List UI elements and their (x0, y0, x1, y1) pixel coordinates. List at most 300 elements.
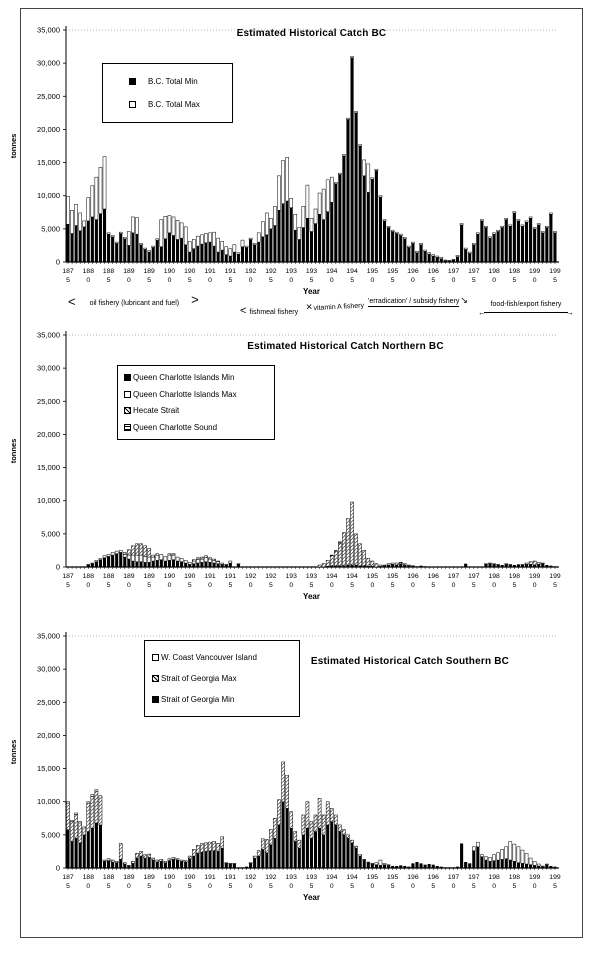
x-tick-label: 5 (553, 277, 557, 284)
x-tick-label: 5 (471, 582, 476, 589)
bar-segment (521, 565, 524, 567)
bar-segment (537, 864, 540, 866)
x-tick-label: 190 (163, 874, 176, 881)
bar-segment (375, 169, 378, 170)
bar-segment (529, 562, 532, 565)
bar-segment (379, 860, 382, 865)
bar-segment (363, 860, 366, 868)
bar-segment (95, 220, 98, 262)
bar-segment (196, 246, 199, 262)
bar-segment (123, 557, 126, 567)
x-tick-label: 189 (143, 573, 155, 580)
bar-segment (196, 558, 199, 560)
bar-segment (261, 237, 264, 262)
x-tick-label: 0 (411, 277, 415, 284)
bar-segment (156, 240, 159, 262)
bar-segment (233, 252, 236, 262)
x-tick-label: 0 (127, 883, 131, 890)
bar-segment (359, 855, 362, 856)
bar-segment (488, 238, 491, 262)
bar-segment (318, 193, 321, 214)
bar-segment (135, 544, 138, 555)
bar-segment (480, 857, 483, 868)
x-tick-label: 198 (488, 268, 500, 275)
bar-segment (464, 249, 467, 262)
bar-segment (549, 214, 552, 262)
bar-segment (168, 560, 171, 567)
x-tick-label: 5 (106, 582, 111, 589)
bar-segment (363, 176, 366, 262)
x-tick-label: 191 (204, 268, 216, 275)
bar-segment (229, 249, 232, 256)
hlines-swatch-icon (124, 424, 131, 431)
bar-segment (87, 832, 90, 868)
bar-segment (415, 251, 418, 252)
bar-segment (286, 808, 289, 868)
bar-segment (476, 233, 479, 234)
bar-segment (444, 260, 447, 261)
bar-segment (131, 555, 134, 561)
x-axis-title: Year (303, 287, 320, 296)
x-tick-label: 5 (187, 883, 192, 890)
bar-segment (456, 257, 459, 262)
bar-segment (493, 861, 496, 868)
bar-segment (196, 563, 199, 567)
bar-segment (310, 232, 313, 262)
bar-segment (525, 864, 528, 868)
bar-segment (355, 848, 358, 868)
bar-segment (359, 146, 362, 262)
bar-segment (513, 212, 516, 213)
bar-segment (351, 565, 354, 567)
x-tick-label: 0 (451, 277, 456, 284)
bar-segment (476, 847, 479, 868)
bar-segment (139, 851, 142, 856)
bar-segment (168, 861, 171, 868)
bar-segment (322, 220, 325, 262)
bar-segment (541, 233, 544, 262)
x-tick-label: 5 (147, 582, 152, 589)
bar-segment (391, 564, 394, 567)
bar-segment (509, 225, 512, 226)
legend-box (117, 365, 275, 440)
x-tick-label: 187 (62, 573, 74, 580)
bar-segment (79, 823, 82, 843)
bar-segment (468, 863, 471, 868)
bar-segment (346, 838, 349, 868)
bar-segment (497, 860, 500, 868)
bar-segment (282, 161, 285, 204)
bar-segment (399, 865, 402, 868)
bar-segment (277, 176, 280, 210)
y-tick-label: 10,000 (37, 797, 60, 807)
bar-segment (379, 197, 382, 262)
bar-segment (172, 554, 175, 555)
bar-segment (127, 866, 130, 868)
bar-segment (440, 259, 443, 262)
bar-segment (91, 564, 94, 567)
bar-segment (318, 798, 321, 828)
bar-segment (229, 863, 232, 864)
bar-segment (533, 228, 536, 229)
bar-segment (261, 849, 264, 868)
x-tick-label: 189 (143, 874, 155, 881)
x-tick-label: 187 (62, 874, 74, 881)
annotation-label: food-fish/export fishery (490, 301, 562, 308)
bar-segment (217, 561, 220, 562)
y-tick-label: 10,000 (37, 191, 60, 201)
bar-segment (204, 851, 207, 868)
bar-segment (497, 565, 500, 567)
bar-segment (225, 564, 228, 565)
x-tick-label: 5 (66, 883, 70, 890)
bar-segment (371, 178, 374, 179)
bar-segment (330, 556, 333, 566)
x-tick-label: 190 (184, 573, 196, 580)
bar-segment (91, 563, 94, 564)
bar-segment (517, 564, 520, 567)
x-tick-label: 0 (411, 883, 415, 890)
bar-segment (403, 237, 406, 238)
bar-segment (424, 250, 427, 251)
x-tick-label: 5 (147, 883, 152, 890)
bar-segment (261, 222, 264, 237)
legend-entry (124, 390, 274, 399)
bar-segment (346, 119, 349, 262)
bar-segment (326, 825, 329, 868)
x-tick-label: 195 (366, 268, 379, 275)
bar-segment (71, 820, 74, 821)
bar-segment (342, 156, 345, 262)
bar-segment (322, 564, 325, 567)
x-tick-label: 5 (512, 582, 517, 589)
bar-segment (371, 863, 374, 864)
bar-segment (334, 550, 337, 551)
bar-segment (83, 221, 86, 227)
solid-swatch-icon (129, 78, 136, 85)
bar-segment (119, 550, 122, 552)
bar-segment (164, 239, 167, 262)
bar-segment (351, 57, 354, 58)
bar-segment (253, 245, 256, 262)
bar-segment (407, 565, 410, 566)
x-tick-label: 194 (346, 268, 358, 275)
x-tick-label: 5 (269, 883, 273, 890)
bar-segment (355, 113, 358, 262)
x-tick-label: 191 (204, 874, 216, 881)
x-tick-label: 0 (411, 582, 415, 589)
bar-segment (144, 858, 147, 868)
bar-segment (525, 563, 528, 564)
bar-segment (497, 232, 500, 262)
x-tick-label: 5 (350, 582, 354, 589)
x-tick-label: 0 (127, 582, 131, 589)
bar-segment (403, 866, 406, 868)
bar-segment (208, 842, 211, 851)
x-tick-label: 190 (163, 268, 176, 275)
bar-segment (505, 564, 508, 567)
bar-segment (277, 825, 280, 868)
bar-segment (411, 242, 414, 243)
x-tick-label: 193 (305, 268, 318, 275)
bar-segment (79, 231, 82, 262)
bar-segment (415, 253, 418, 262)
bar-segment (363, 160, 366, 176)
x-tick-label: 0 (208, 277, 212, 284)
bar-segment (91, 794, 94, 796)
bar-segment (172, 560, 175, 567)
bar-segment (144, 249, 147, 262)
bar-segment (399, 562, 402, 563)
x-tick-label: 5 (431, 582, 436, 589)
bar-segment (537, 562, 540, 564)
x-tick-label: 5 (309, 277, 314, 284)
bar-segment (87, 221, 90, 262)
x-tick-label: 5 (350, 883, 354, 890)
x-tick-label: 197 (447, 268, 460, 275)
bar-segment (91, 828, 94, 868)
x-tick-label: 5 (187, 582, 192, 589)
bar-segment (363, 550, 366, 565)
x-tick-label: 5 (390, 883, 395, 890)
x-tick-label: 0 (451, 883, 456, 890)
bar-segment (172, 555, 175, 560)
bar-segment (196, 560, 199, 563)
bar-segment (484, 564, 487, 565)
double-arrow-icon: ← → (478, 308, 574, 317)
bar-segment (269, 218, 272, 229)
bar-segment (148, 857, 151, 868)
bar-segment (484, 860, 487, 868)
bar-segment (135, 218, 138, 235)
bar-segment (273, 818, 276, 838)
bar-segment (509, 841, 512, 860)
bar-segment (334, 815, 337, 825)
x-tick-label: 5 (66, 277, 70, 284)
bar-segment (75, 813, 78, 814)
x-tick-label: 199 (529, 573, 541, 580)
bar-segment (509, 565, 512, 567)
bar-segment (200, 852, 203, 868)
bar-segment (164, 863, 167, 868)
chart-bc-total (0, 20, 600, 342)
bar-segment (152, 860, 155, 868)
bar-segment (253, 858, 256, 868)
bar-segment (204, 243, 207, 262)
bar-segment (452, 867, 455, 868)
y-tick-label: 35,000 (37, 25, 60, 35)
bar-segment (91, 186, 94, 217)
left-angle-arrow-icon: < (68, 294, 76, 309)
x-tick-label: 196 (407, 268, 419, 275)
x-tick-label: 197 (468, 874, 480, 881)
x-tick-label: 5 (269, 277, 273, 284)
legend-box (144, 640, 300, 717)
bar-segment (460, 225, 463, 262)
x-tick-label: 5 (106, 277, 111, 284)
bar-segment (330, 202, 333, 262)
bar-segment (294, 841, 297, 868)
open-swatch-icon (152, 654, 159, 661)
bar-segment (375, 564, 378, 567)
x-tick-label: 0 (167, 883, 172, 890)
bar-segment (302, 206, 305, 227)
bar-segment (334, 825, 337, 868)
bar-segment (71, 841, 74, 868)
bar-segment (432, 256, 435, 262)
bar-segment (310, 838, 313, 868)
x-tick-label: 187 (62, 268, 74, 275)
bar-segment (306, 828, 309, 868)
legend-entry (129, 77, 232, 86)
bar-segment (472, 245, 475, 262)
legend-label: B.C. Total Max (148, 99, 200, 109)
bar-segment (529, 218, 532, 262)
bar-segment (351, 840, 354, 843)
bar-segment (229, 561, 232, 563)
bar-segment (282, 802, 285, 868)
bar-segment (249, 863, 252, 864)
bar-segment (87, 565, 90, 567)
x-tick-label: 192 (244, 573, 257, 580)
x-tick-label: 5 (553, 582, 557, 589)
bar-segment (484, 857, 487, 860)
y-tick-label: 35,000 (37, 330, 60, 340)
bar-segment (419, 566, 422, 567)
bar-segment (529, 858, 532, 865)
x-tick-label: 191 (204, 573, 216, 580)
bar-segment (127, 865, 130, 866)
y-tick-label: 30,000 (37, 58, 60, 68)
bar-segment (164, 556, 167, 561)
x-tick-label: 5 (269, 582, 273, 589)
bar-segment (383, 221, 386, 262)
bar-segment (537, 224, 540, 225)
bar-segment (411, 566, 414, 567)
bar-segment (148, 557, 151, 562)
x-tick-label: 188 (82, 573, 94, 580)
x-tick-label: 0 (167, 277, 172, 284)
bar-segment (436, 256, 439, 257)
bar-segment (241, 247, 244, 262)
bar-segment (326, 802, 329, 825)
bar-segment (549, 566, 552, 567)
bar-segment (501, 849, 504, 859)
x-tick-label: 5 (228, 582, 233, 589)
bar-segment (541, 232, 544, 233)
y-tick-label: 5,000 (41, 529, 60, 539)
bar-segment (342, 835, 345, 868)
bar-segment (415, 566, 418, 567)
bar-segment (545, 228, 548, 262)
bar-segment (334, 182, 337, 183)
bar-segment (509, 226, 512, 262)
bar-segment (87, 564, 90, 565)
bar-segment (533, 561, 536, 565)
bar-segment (160, 861, 163, 868)
bar-segment (359, 544, 362, 566)
x-tick-label: 190 (163, 573, 176, 580)
bar-segment (395, 234, 398, 263)
bar-segment (448, 260, 451, 261)
bar-segment (87, 198, 90, 221)
bar-segment (424, 251, 427, 262)
bar-segment (127, 550, 130, 555)
bar-segment (107, 861, 110, 868)
x-tick-label: 5 (512, 883, 517, 890)
bar-segment (294, 832, 297, 842)
bar-segment (107, 859, 110, 861)
bar-segment (83, 827, 86, 835)
bar-segment (298, 228, 301, 240)
y-tick-label: 5,000 (41, 830, 60, 840)
x-tick-label: 5 (390, 277, 395, 284)
bar-segment (217, 851, 220, 868)
bar-segment (192, 561, 195, 564)
bar-segment (225, 863, 228, 864)
x-tick-label: 194 (326, 874, 338, 881)
bar-segment (204, 562, 207, 567)
x-tick-label: 189 (123, 573, 135, 580)
bar-segment (115, 554, 118, 567)
bar-segment (99, 558, 102, 559)
bar-segment (517, 221, 520, 262)
x-tick-label: 0 (86, 277, 91, 284)
bar-segment (245, 247, 248, 262)
bar-segment (225, 863, 228, 868)
bar-segment (330, 555, 333, 556)
bar-segment (399, 235, 402, 262)
bar-segment (237, 564, 240, 565)
bar-segment (480, 221, 483, 262)
y-tick-label: 30,000 (37, 363, 60, 373)
bar-segment (213, 563, 216, 567)
bar-segment (213, 232, 216, 246)
x-tick-label: 196 (407, 573, 419, 580)
bar-segment (513, 213, 516, 262)
bar-segment (131, 861, 134, 863)
bar-segment (123, 552, 126, 554)
bar-segment (533, 861, 536, 865)
x-tick-label: 5 (187, 277, 192, 284)
bar-segment (424, 865, 427, 868)
solid-swatch-icon (152, 696, 159, 703)
x-tick-label: 190 (184, 268, 196, 275)
bar-segment (79, 213, 82, 231)
bar-segment (148, 252, 151, 262)
bar-segment (545, 865, 548, 868)
bar-segment (164, 861, 167, 862)
x-tick-label: 188 (102, 573, 115, 580)
y-axis-title: tonnes (9, 438, 18, 464)
annotation-fishmeal-fishery (240, 305, 299, 317)
x-tick-label: 0 (370, 277, 375, 284)
legend-entry (152, 674, 299, 683)
bar-segment (123, 237, 126, 238)
bar-segment (472, 851, 475, 868)
bar-segment (533, 229, 536, 262)
bar-segment (139, 856, 142, 868)
bar-segment (172, 217, 175, 236)
bar-segment (383, 863, 386, 864)
bar-segment (192, 849, 195, 856)
bar-segment (184, 227, 187, 245)
x-tick-label: 190 (184, 874, 196, 881)
bar-segment (139, 243, 142, 244)
bar-segment (395, 866, 398, 868)
bar-segment (456, 867, 459, 868)
bar-segment (71, 234, 74, 263)
